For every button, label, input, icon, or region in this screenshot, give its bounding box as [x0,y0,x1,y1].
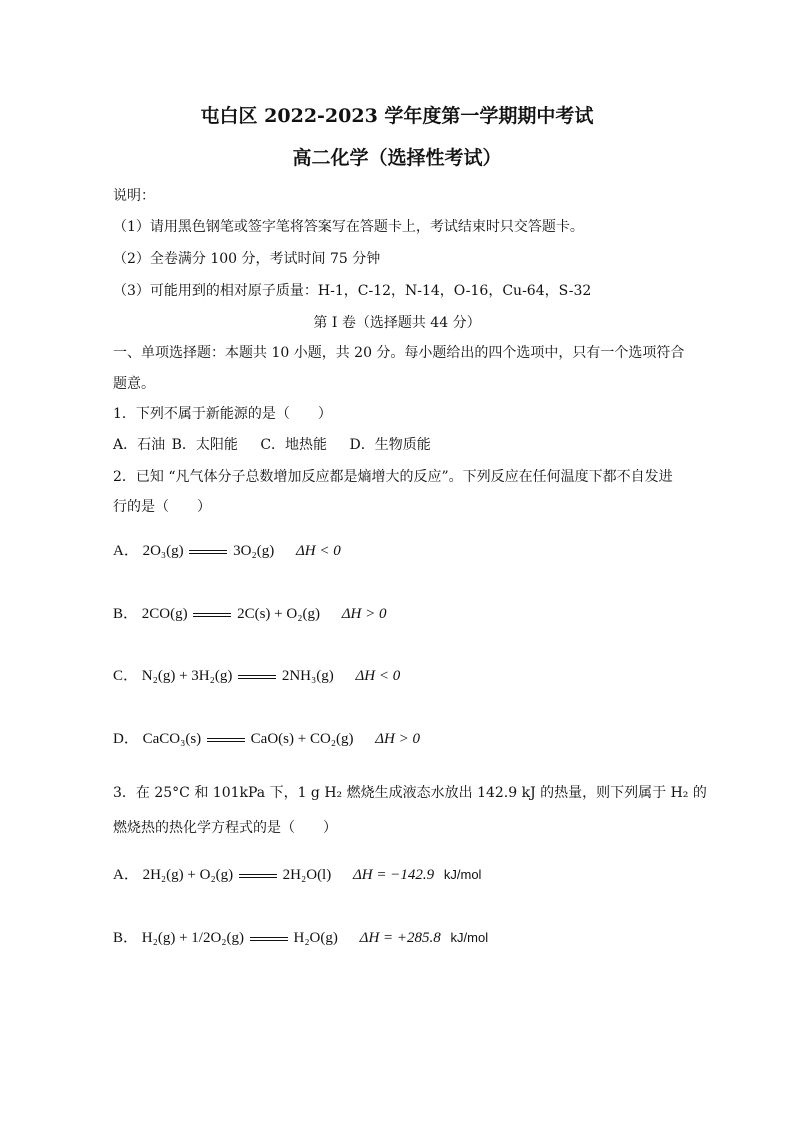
option-label: D． [113,731,139,747]
q2-option-b [113,604,386,624]
exam-subtitle: 高二化学（选择性考试） [292,147,502,169]
equation-rhs: 2C(s) + O₂(g) [237,606,320,622]
part-intro-line-2: 题意。 [113,376,155,392]
note-3: （3）可能用到的相对原子质量：H-1，C-12，N-14，O-16，Cu-64，S-32 [113,283,592,299]
note-1: （1）请用黑色钢笔或签字笔将答案写在答题卡上，考试结束时只交答题卡。 [113,219,584,235]
equation-lhs: 2O₃(g) [142,543,184,559]
equation-lhs: N₂(g) + 3H₂(g) [141,668,233,684]
q3-option-b [113,928,488,948]
enthalpy-change: ΔH = −142.9 [352,867,435,883]
equation-lhs: 2H₂(g) + O₂(g) [142,867,234,883]
enthalpy-unit: kJ/mol [450,930,489,945]
q2-stem-line-2: 行的是（ ） [113,499,211,515]
option-label: C． [113,668,139,684]
q3-stem-line-1: 3．在 25°C 和 101kPa 下，1 g H₂ 燃烧生成液态水放出 142.9 kJ 的热量，则下列属于 H₂ 的 [113,785,707,801]
enthalpy-unit: kJ/mol [443,867,482,882]
q1-options [113,435,449,455]
enthalpy-change: ΔH < 0 [355,668,401,684]
q1-option-c: C．地热能 [260,437,328,453]
option-label: B． [113,930,139,946]
equation-lhs: H₂(g) + 1/2O₂(g) [141,930,244,946]
enthalpy-change: ΔH > 0 [375,731,421,747]
equation-lhs: 2CO(g) [141,606,188,622]
q2-option-d [113,729,420,749]
q1-stem: 1．下列不属于新能源的是（ ） [113,406,332,422]
equals-sign [238,675,276,679]
enthalpy-change: ΔH = +285.8 [359,930,441,946]
q1-option-d: D．生物质能 [349,437,431,453]
q2-option-a [113,541,341,561]
note-label: 说明： [113,188,155,204]
equals-sign [193,613,231,617]
option-label: A． [113,543,139,559]
part-intro-line-1: 一、单项选择题：本题共 10 小题，共 20 分。每小题给出的四个选项中，只有一个选项符合 [113,345,685,361]
exam-title: 屯白区 2022-2023 学年度第一学期期中考试 [200,105,594,127]
equals-sign [250,937,288,941]
q1-option-a: A．石油 [113,437,166,453]
equation-rhs: H₂O(g) [293,930,338,946]
enthalpy-change: ΔH < 0 [295,543,341,559]
equals-sign [207,738,245,742]
q2-option-c [113,666,400,686]
section-title: 第 I 卷（选择题共 44 分） [313,315,481,331]
q2-stem-line-1: 2．已知 “凡气体分子总数增加反应都是熵增大的反应”。下列反应在任何温度下都不自发进 [113,469,673,485]
equals-sign [239,874,277,878]
q3-option-a [113,865,481,885]
q1-option-b: B．太阳能 [171,437,238,453]
equals-sign [189,550,227,554]
enthalpy-change: ΔH > 0 [341,606,387,622]
option-label: A． [113,867,139,883]
note-2: （2）全卷满分 100 分，考试时间 75 分钟 [113,251,381,267]
equation-rhs: 2H₂O(l) [282,867,332,883]
option-label: B． [113,606,139,622]
equation-rhs: 3O₂(g) [233,543,275,559]
equation-rhs: CaO(s) + CO₂(g) [250,731,354,747]
equation-lhs: CaCO₃(s) [142,731,202,747]
q3-stem-line-2: 燃烧热的热化学方程式的是（ ） [113,820,337,836]
equation-rhs: 2NH₃(g) [281,668,334,684]
